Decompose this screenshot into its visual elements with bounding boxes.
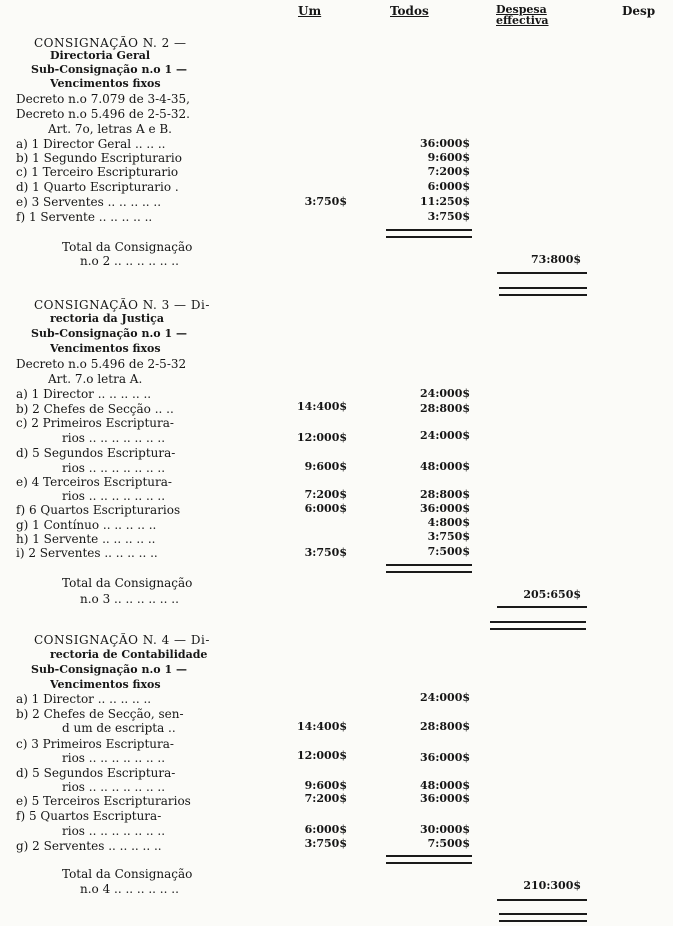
s2-item: f) 1 Servente .. .. .. .. .. [16,210,153,224]
s3-item: i) 2 Serventes .. .. .. .. .. [16,546,158,560]
s3-item: a) 1 Director .. .. .. .. .. [16,387,152,401]
s2-total-label-2: n.o 2 .. .. .. .. .. .. [80,254,179,268]
s2-todos-value: 7:200$ [427,165,470,178]
s3-todos-value: 28:800$ [420,488,470,501]
s3-todos-value: 28:800$ [420,402,470,415]
s3-total-double-rule [490,621,586,630]
s4-item: c) 3 Primeiros Escriptura- [16,737,174,751]
s4-um-value: 12:000$ [297,749,347,762]
s3-um-value: 7:200$ [304,488,347,501]
s2-item: a) 1 Director Geral .. .. .. [16,137,166,151]
s2-total-label: Total da Consignação [62,240,193,254]
s3-total-rule [497,606,587,608]
s2-artigo: Art. 7o, letras A e B. [48,122,172,136]
s3-um-value: 12:000$ [297,431,347,444]
s3-decreto: Decreto n.o 5.496 de 2-5-32 [16,357,187,371]
column-header-despesa-line2: effectiva [496,14,549,27]
s2-um-value: 3:750$ [304,195,347,208]
s3-subconsignacao: Sub-Consignação n.o 1 — [31,327,187,340]
s4-item: g) 2 Serventes .. .. .. .. .. [16,839,162,853]
s3-total-label: Total da Consignação [62,576,193,590]
s2-decreto-2: Decreto n.o 5.496 de 2-5-32. [16,107,190,121]
s2-subconsignacao: Sub-Consignação n.o 1 — [31,63,187,76]
s4-item-cont: rios .. .. .. .. .. .. .. [62,751,166,765]
column-header-desp-cut: Desp [622,4,656,18]
s4-item-cont: rios .. .. .. .. .. .. .. [62,824,166,838]
s3-todos-value: 24:000$ [420,387,470,400]
s3-item: g) 1 Contínuo .. .. .. .. .. [16,518,157,532]
s3-todos-value: 7:500$ [427,545,470,558]
s3-todos-value: 24:000$ [420,429,470,442]
s4-total-label: Total da Consignação [62,867,193,881]
s4-um-value: 7:200$ [304,792,347,805]
s3-um-value: 14:400$ [297,400,347,413]
s2-todos-value: 9:600$ [427,151,470,164]
s2-directoria: Directoria Geral [50,49,151,62]
s4-total-double-rule [499,913,587,922]
s4-vencimentos: Vencimentos fixos [50,678,161,691]
s4-todos-value: 7:500$ [427,837,470,850]
s3-todos-value: 36:000$ [420,502,470,515]
s2-todos-value: 11:250$ [420,195,470,208]
s2-vencimentos: Vencimentos fixos [50,77,161,90]
s2-todos-total-rule [386,229,472,238]
s3-item: c) 2 Primeiros Escriptura- [16,416,174,430]
s4-um-value: 6:000$ [304,823,347,836]
s3-item: b) 2 Chefes de Secção .. .. [16,402,174,416]
s4-item: b) 2 Chefes de Secção, sen- [16,707,184,721]
column-header-todos: Todos [390,4,429,18]
s4-directoria: rectoria de Contabilidade [50,648,208,661]
s4-item: d) 5 Segundos Escriptura- [16,766,176,780]
s3-item-cont: rios .. .. .. .. .. .. .. [62,461,166,475]
s4-um-value: 3:750$ [304,837,347,850]
s4-item: f) 5 Quartos Escriptura- [16,809,162,823]
s3-total-label-2: n.o 3 .. .. .. .. .. .. [80,592,179,606]
s3-item: e) 4 Terceiros Escriptura- [16,475,172,489]
s3-item-cont: rios .. .. .. .. .. .. .. [62,489,166,503]
s2-todos-value: 3:750$ [427,210,470,223]
s3-um-value: 3:750$ [304,546,347,559]
s2-todos-value: 6:000$ [427,180,470,193]
s4-todos-total-rule [386,855,472,864]
s2-total-rule [497,272,587,274]
s2-total-double-rule [499,287,587,296]
s2-decreto-1: Decreto n.o 7.079 de 3-4-35, [16,92,190,106]
s4-total-value: 210:300$ [523,879,581,892]
s4-title: CONSIGNAÇÃO N. 4 — Di- [34,633,210,647]
s4-um-value: 9:600$ [304,779,347,792]
s4-todos-value: 24:000$ [420,691,470,704]
s3-todos-value: 48:000$ [420,460,470,473]
s3-item: d) 5 Segundos Escriptura- [16,446,176,460]
s4-todos-value: 28:800$ [420,720,470,733]
s3-total-value: 205:650$ [523,588,581,601]
s3-um-value: 9:600$ [304,460,347,473]
s4-item-cont: rios .. .. .. .. .. .. .. [62,780,166,794]
s3-artigo: Art. 7.o letra A. [48,372,143,386]
s2-item: b) 1 Segundo Escripturario [16,151,182,165]
s3-item: f) 6 Quartos Escripturarios [16,503,181,517]
s4-todos-value: 48:000$ [420,779,470,792]
column-header-despesa-line1: Despesa [496,3,547,16]
s3-item-cont: rios .. .. .. .. .. .. .. [62,431,166,445]
s4-todos-value: 30:000$ [420,823,470,836]
s3-vencimentos: Vencimentos fixos [50,342,161,355]
s4-item: e) 5 Terceiros Escripturarios [16,794,191,808]
s3-todos-value: 3:750$ [427,530,470,543]
column-header-despesa [496,4,549,26]
s4-total-rule [497,899,587,901]
s3-item: h) 1 Servente .. .. .. .. .. [16,532,156,546]
s4-item: a) 1 Director .. .. .. .. .. [16,692,152,706]
column-header-um: Um [298,4,322,18]
s3-um-value: 6:000$ [304,502,347,515]
s3-directoria: rectoria da Justiça [50,312,164,325]
s4-um-value: 14:400$ [297,720,347,733]
s3-todos-total-rule [386,564,472,573]
s4-item-cont: d um de escripta .. [62,721,176,735]
s2-total-value: 73:800$ [531,253,581,266]
s2-title: CONSIGNAÇÃO N. 2 — [34,36,187,50]
s2-item: d) 1 Quarto Escripturario . [16,180,179,194]
s4-subconsignacao: Sub-Consignação n.o 1 — [31,663,187,676]
s2-item: e) 3 Serventes .. .. .. .. .. [16,195,162,209]
s3-title: CONSIGNAÇÃO N. 3 — Di- [34,298,210,312]
s4-total-label-2: n.o 4 .. .. .. .. .. .. [80,882,179,896]
s2-item: c) 1 Terceiro Escripturario [16,165,179,179]
s2-todos-value: 36:000$ [420,137,470,150]
s3-todos-value: 4:800$ [427,516,470,529]
s4-todos-value: 36:000$ [420,751,470,764]
s4-todos-value: 36:000$ [420,792,470,805]
